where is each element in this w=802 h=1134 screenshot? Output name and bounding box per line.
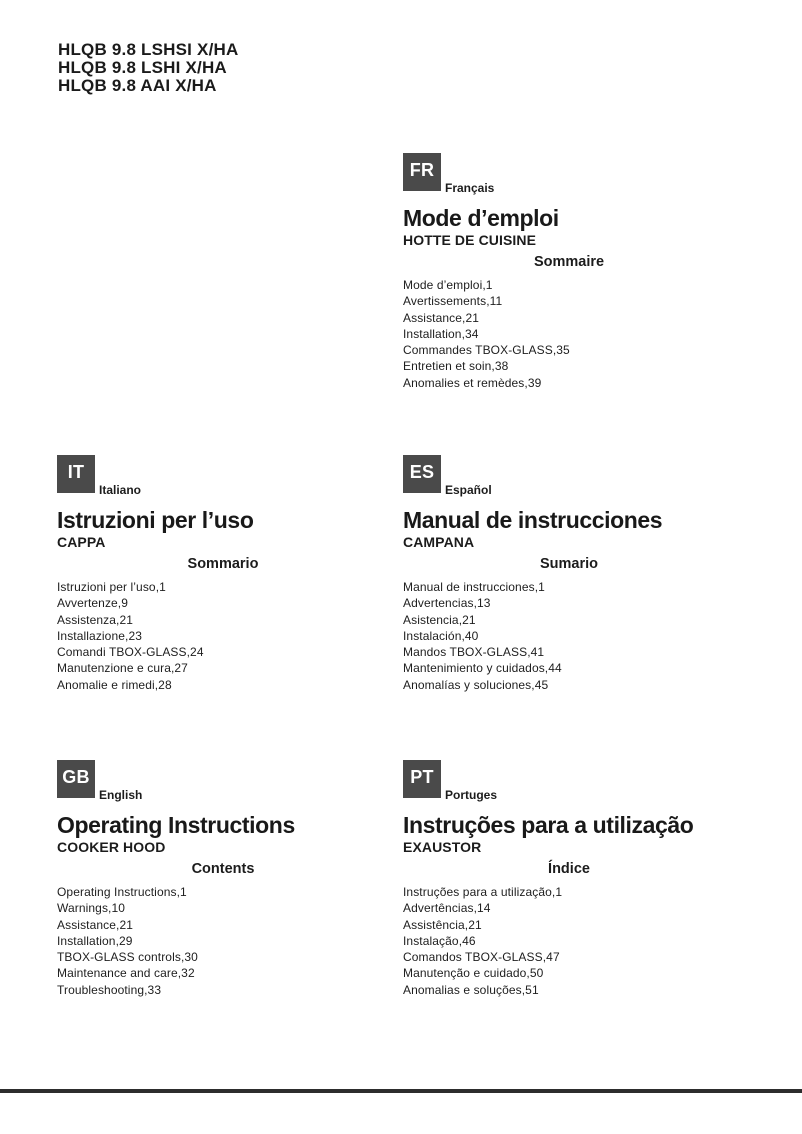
section-pt (403, 760, 735, 998)
toc-item: Operating Instructions,1 (57, 885, 187, 899)
product-name: HOTTE DE CUISINE (403, 232, 537, 248)
language-badge: PT (403, 760, 441, 798)
language-badge-row (403, 455, 735, 497)
product-name: CAMPANA (403, 534, 475, 550)
model-code: HLQB 9.8 LSHI X/HA (58, 58, 227, 77)
language-badge: FR (403, 153, 441, 191)
toc-item: Manutenzione e cura,27 (57, 661, 188, 676)
toc-item: Instalación,40 (403, 628, 479, 643)
toc-item: Installation,34 (403, 326, 479, 341)
toc-item: Assistência,21 (403, 917, 482, 932)
contents-list (57, 579, 389, 693)
toc-item: Anomalie e rimedi,28 (57, 677, 172, 692)
toc-item: Manual de instrucciones,1 (403, 580, 545, 594)
toc-item: Avertissements,11 (403, 294, 503, 309)
toc-item: Comandos TBOX-GLASS,47 (403, 950, 560, 965)
toc-item: Instruções para a utilização,1 (403, 885, 563, 899)
language-label: Italiano (99, 483, 142, 497)
product-name: COOKER HOOD (57, 839, 166, 855)
toc-item: Warnings,10 (57, 901, 126, 916)
section-title: Manual de instrucciones (403, 507, 663, 533)
section-it (57, 455, 389, 693)
section-title: Mode d’emploi (403, 205, 559, 231)
section-es (403, 455, 735, 693)
product-name: CAPPA (57, 534, 106, 550)
toc-item: Advertencias,13 (403, 596, 491, 611)
toc-item: Manutenção e cuidado,50 (403, 966, 544, 981)
toc-item: Installation,29 (57, 933, 133, 948)
contents-heading: Índice (548, 861, 590, 877)
section-gb (57, 760, 389, 998)
toc-item: Assistance,21 (57, 917, 134, 932)
toc-item: Anomalies et remèdes,39 (403, 375, 542, 390)
language-badge-row (403, 760, 735, 802)
language-badge: GB (57, 760, 95, 798)
language-label: Français (445, 181, 495, 195)
language-label: English (99, 788, 143, 802)
section-title: Instruções para a utilização (403, 812, 694, 838)
toc-item: Asistencia,21 (403, 612, 476, 627)
toc-item: Anomalias e soluções,51 (403, 982, 539, 997)
section-title: Operating Instructions (57, 812, 295, 838)
language-badge-row (57, 455, 389, 497)
language-badge-row (403, 153, 735, 195)
toc-item: Commandes TBOX-GLASS,35 (403, 343, 570, 358)
section-fr (403, 153, 735, 391)
toc-item: Installazione,23 (57, 628, 142, 643)
toc-item: Advertências,14 (403, 901, 491, 916)
toc-item: Avvertenze,9 (57, 596, 129, 611)
model-code: HLQB 9.8 LSHSI X/HA (58, 40, 239, 59)
contents-list (57, 884, 389, 998)
toc-item: Assistance,21 (403, 310, 480, 325)
toc-item: TBOX-GLASS controls,30 (57, 950, 198, 965)
language-badge: IT (57, 455, 95, 493)
toc-item: Istruzioni per l’uso,1 (57, 580, 166, 594)
toc-item: Entretien et soin,38 (403, 359, 509, 374)
language-badge-row (57, 760, 389, 802)
product-name: EXAUSTOR (403, 839, 482, 855)
toc-item: Comandi TBOX-GLASS,24 (57, 645, 204, 660)
language-label: Español (445, 483, 492, 497)
toc-item: Mantenimiento y cuidados,44 (403, 661, 562, 676)
contents-heading: Sumario (539, 556, 598, 572)
contents-heading: Contents (191, 861, 255, 877)
toc-item: Maintenance and care,32 (57, 966, 195, 981)
toc-item: Mandos TBOX-GLASS,41 (403, 645, 545, 660)
contents-heading: Sommaire (533, 254, 605, 270)
contents-list (403, 579, 735, 693)
toc-item: Assistenza,21 (57, 612, 134, 627)
toc-item: Instalação,46 (403, 933, 476, 948)
contents-heading: Sommario (187, 556, 259, 572)
language-label: Portuges (445, 788, 498, 802)
contents-list (403, 277, 735, 391)
toc-item: Anomalías y soluciones,45 (403, 677, 549, 692)
bottom-rule (0, 1089, 802, 1093)
section-title: Istruzioni per l’uso (57, 507, 254, 533)
toc-item: Troubleshooting,33 (57, 982, 162, 997)
model-code: HLQB 9.8 AAI X/HA (58, 76, 217, 95)
language-badge: ES (403, 455, 441, 493)
contents-list (403, 884, 735, 998)
model-codes (58, 41, 238, 95)
toc-item: Mode d’emploi,1 (403, 278, 493, 292)
